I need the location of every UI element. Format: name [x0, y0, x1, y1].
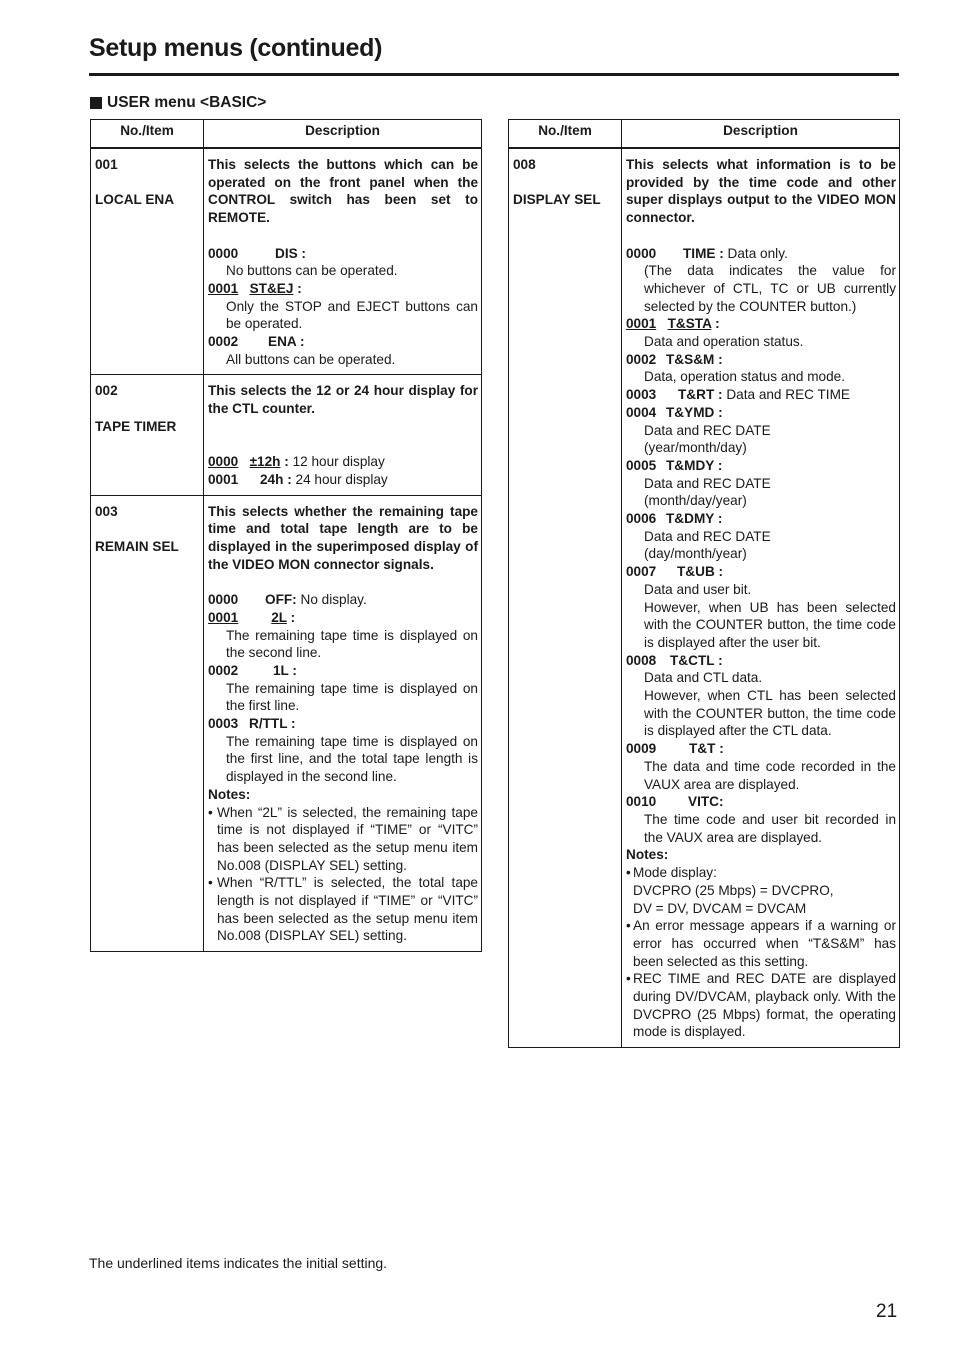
setting-text: (month/day/year): [644, 493, 747, 509]
description-cell-002: [204, 375, 482, 495]
item-description: This selects what information is to be provided by the time code and other super displays output to the VIDEO MON connector.: [626, 157, 896, 226]
setting-code: 0002: [208, 662, 239, 678]
note-text: DVCPRO (25 Mbps) = DVCPRO,: [633, 882, 834, 898]
setting-text: (day/month/year): [644, 546, 747, 562]
footnote: The underlined items indicates the initial setting.: [89, 1255, 388, 1271]
notes-heading: Notes:: [208, 786, 251, 802]
setting-text: Data only.: [723, 245, 788, 261]
black-square-icon: [90, 97, 102, 109]
setting-name: R/TTL :: [249, 716, 296, 732]
setting-text: The time code and user bit recorded in the VAUX area are displayed.: [644, 812, 896, 845]
setting-text: Data and user bit.: [644, 581, 752, 597]
setting-colon: :: [711, 316, 720, 332]
header-no-item: No./Item: [509, 120, 622, 149]
setting-line: [208, 333, 478, 351]
setting-code: 0007: [626, 564, 657, 580]
table-header-row: [509, 120, 900, 149]
item-name: REMAIN SEL: [95, 539, 179, 555]
note-text: An error message appears if a warning or error has occurred when “T&S&M” has been selected as this setting.: [633, 918, 896, 969]
setting-code: 0009: [626, 741, 657, 757]
setting-text: Data and operation status.: [644, 334, 804, 350]
table-row: [91, 148, 482, 375]
setting-line: [626, 740, 896, 758]
bullet-icon: •: [208, 875, 213, 891]
setting-text: All buttons can be operated.: [226, 351, 396, 367]
setting-text: Data and REC DATE: [644, 422, 771, 438]
note-text: DV = DV, DVCAM = DVCAM: [633, 900, 807, 916]
setting-colon: :: [293, 280, 302, 296]
item-number: 003: [95, 503, 118, 519]
setting-code: 0002: [208, 334, 239, 350]
notes-heading: Notes:: [626, 847, 669, 863]
table-header-row: [91, 120, 482, 149]
setting-name: T&T :: [689, 741, 724, 757]
setting-text: Data, operation status and mode.: [644, 369, 846, 385]
setting-name: ENA :: [268, 334, 305, 350]
setting-colon: :: [286, 609, 296, 625]
item-cell-002: [91, 375, 204, 495]
setting-code: 0001: [208, 280, 239, 296]
setting-code: 0000: [208, 245, 239, 261]
setting-name: T&RT :: [678, 387, 723, 403]
note: [626, 864, 896, 917]
setting-text: The remaining tape time is displayed on the first line, and the total tape length is displayed in the second line.: [226, 733, 478, 785]
description-cell-003: [204, 495, 482, 952]
item-number: 008: [513, 157, 536, 172]
note: [208, 804, 478, 875]
item-cell-008: [509, 148, 622, 1048]
setting-line: [208, 453, 478, 471]
item-name: TAPE TIMER: [95, 418, 177, 434]
setting-line: [626, 245, 896, 263]
setting-name: VITC:: [688, 794, 724, 810]
setting-name: T&S&M :: [666, 351, 723, 367]
item-number: 002: [95, 383, 118, 399]
setting-name: T&STA: [667, 316, 712, 332]
note-text: When “2L” is selected, the remaining tape time is not displayed if “TIME” or “VITC” has been selected as the setup menu item No.008 (DISPLAY SEL) setting.: [217, 804, 478, 873]
setting-name: T&CTL :: [670, 652, 723, 668]
setting-name: DIS :: [275, 245, 306, 261]
item-description: This selects the 12 or 24 hour display for the CTL counter.: [208, 383, 478, 417]
note-text: Mode display:: [633, 865, 717, 881]
setting-line: [208, 591, 478, 609]
setting-name: 1L :: [273, 662, 297, 678]
setting-text: No buttons can be operated.: [226, 263, 398, 279]
setting-name: T&DMY :: [666, 511, 723, 527]
page-title: Setup menus (continued): [89, 34, 383, 62]
setting-text: The remaining tape time is displayed on the second line.: [226, 627, 478, 661]
setting-name: T&MDY :: [666, 457, 723, 473]
setting-code: 0002: [626, 351, 657, 367]
setting-code: 0000: [208, 592, 239, 608]
setting-line: [626, 652, 896, 670]
bullet-icon: •: [626, 918, 631, 934]
header-no-item: No./Item: [91, 120, 204, 149]
setting-code: 0000: [208, 454, 239, 470]
table-row: [509, 148, 900, 1048]
setting-text: 12 hour display: [288, 454, 385, 470]
setting-line: [626, 315, 896, 333]
setting-name: 2L: [271, 609, 287, 625]
setting-line: [208, 662, 478, 680]
item-number: 001: [95, 157, 118, 172]
item-cell-001: [91, 148, 204, 375]
setting-code: 0004: [626, 404, 657, 420]
note: [626, 917, 896, 970]
table-row: [91, 495, 482, 952]
setting-code: 0003: [208, 716, 239, 732]
setting-line: [626, 351, 896, 369]
setting-line: [208, 245, 478, 263]
setting-line: [626, 510, 896, 528]
setting-text: However, when UB has been selected with the COUNTER button, the time code is displayed after the user bit.: [644, 599, 896, 650]
setting-code: 0001: [208, 609, 239, 625]
setting-name: T&YMD :: [666, 404, 723, 420]
setting-text: Data and REC TIME: [722, 387, 850, 403]
setting-line: [208, 609, 478, 627]
item-cell-003: [91, 495, 204, 952]
setting-name: ST&EJ: [249, 280, 294, 296]
user-menu-table-right: [508, 119, 900, 1048]
setting-text: However, when CTL has been selected with the COUNTER button, the time code is displayed after the CTL data.: [644, 688, 896, 739]
setting-colon: :: [280, 454, 289, 470]
setting-text: Data and CTL data.: [644, 670, 763, 686]
bullet-icon: •: [626, 971, 631, 987]
bullet-icon: •: [626, 865, 631, 881]
setting-code: 0001: [208, 471, 239, 487]
setting-code: 0001: [626, 316, 657, 332]
section-heading: [90, 94, 266, 112]
item-description: This selects whether the remaining tape time and total tape length are to be displayed in the superimposed display of the VIDEO MON connector signals.: [208, 503, 478, 572]
note-text: When “R/TTL” is selected, the total tape length is not displayed if “TIME” or “VITC” has been selected as the setup menu item No.008 (DISPLAY SEL) setting.: [217, 875, 478, 944]
setting-line: [626, 793, 896, 811]
setting-text: No display.: [296, 592, 367, 608]
table-row: [91, 375, 482, 495]
setting-text: (year/month/day): [644, 440, 747, 456]
setting-text: 24 hour display: [291, 471, 388, 487]
setting-line: [208, 715, 478, 733]
setting-code: 0008: [626, 652, 657, 668]
description-cell-001: [204, 148, 482, 375]
note: [208, 874, 478, 945]
page-number: 21: [876, 1301, 898, 1322]
setting-text: The remaining tape time is displayed on the first line.: [226, 680, 478, 714]
setting-line: [626, 563, 896, 581]
setting-text: Data and REC DATE: [644, 475, 771, 491]
setting-line: [208, 280, 478, 298]
note: [626, 970, 896, 1041]
bullet-icon: •: [208, 804, 213, 820]
setting-text: Only the STOP and EJECT buttons can be operated.: [226, 298, 478, 332]
header-description: Description: [204, 120, 482, 149]
setting-line: [208, 471, 478, 489]
item-name: DISPLAY SEL: [513, 192, 601, 208]
setting-name: TIME :: [683, 245, 724, 261]
note-text: REC TIME and REC DATE are displayed during DV/DVCAM, playback only. With the DVCPRO (25 Mbps) format, the operating mode is displayed.: [633, 971, 896, 1040]
item-description: This selects the buttons which can be operated on the front panel when the CONTROL switch has been set to REMOTE.: [208, 157, 478, 226]
setting-text: Data and REC DATE: [644, 528, 771, 544]
setting-code: 0000: [626, 245, 657, 261]
setting-name: T&UB :: [677, 564, 724, 580]
section-heading-label: USER menu <BASIC>: [107, 94, 267, 111]
item-name: LOCAL ENA: [95, 192, 175, 208]
setting-name: ±12h: [249, 454, 281, 470]
description-cell-008: [622, 148, 900, 1048]
setting-code: 0010: [626, 794, 657, 810]
setting-name: 24h :: [260, 471, 292, 487]
setting-text: The data and time code recorded in the VAUX area are displayed.: [644, 758, 896, 792]
setting-code: 0006: [626, 511, 657, 527]
setting-name: OFF:: [265, 592, 297, 608]
setting-code: 0003: [626, 387, 657, 403]
setting-line: [626, 404, 896, 422]
title-rule: [89, 73, 899, 76]
setting-code: 0005: [626, 457, 657, 473]
setting-text: (The data indicates the value for whichever of CTL, TC or UB currently selected by the COUNTER button.): [644, 263, 896, 314]
user-menu-table-left: [90, 119, 482, 952]
setting-line: [626, 457, 896, 475]
setting-line: [626, 386, 896, 404]
header-description: Description: [622, 120, 900, 149]
